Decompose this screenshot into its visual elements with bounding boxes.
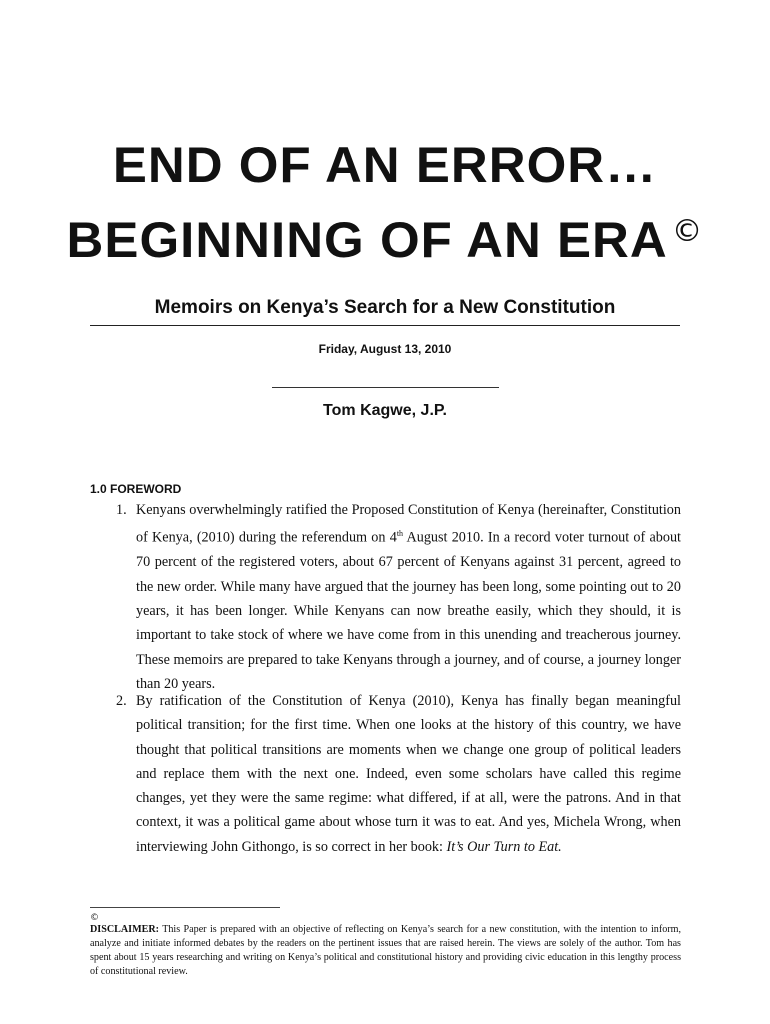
paragraph-number: 2.	[116, 693, 127, 709]
paragraph-text	[136, 689, 681, 859]
paragraph-1	[116, 498, 681, 696]
document-title-line-2	[0, 210, 770, 270]
title-line-2-text: BEGINNING OF AN ERA	[66, 212, 668, 268]
author-divider	[272, 387, 499, 388]
document-date: Friday, August 13, 2010	[318, 342, 452, 356]
copyright-mark: ©	[671, 214, 704, 249]
ordinal-superscript: th	[396, 529, 404, 539]
title-divider	[90, 325, 680, 326]
document-title-line-1: END OF AN ERROR…	[112, 137, 658, 193]
book-title: It’s Our Turn to Eat.	[446, 838, 562, 855]
paragraph-number: 1.	[116, 502, 127, 518]
footnote-mark: ©	[90, 913, 99, 923]
author-name: Tom Kagwe, J.P.	[323, 402, 447, 419]
paragraph-1-text-end: August 2010. In a record voter turnout of about 70 percent of the registered voters, about 67 percent of Kenyans against 31 percent, agreed to the new order. While many have argued that the journey has been long, some pointing out to 20 years, it has been longer. While Kenyans can now breathe easily, which they should, it is important to take stock of where we have come from in this unending and treacherous journey. These memoirs are prepared to take Kenyans through a journey, and of course, a journey longer than 20 years.	[136, 530, 681, 692]
footnote-text: This Paper is prepared with an objective of reflecting on Kenya’s search for a new constitution, with the intention to inform, analyze and initiate informed debates by the readers on the pertinent issues that are raised herein. The views are solely of the author. Tom has spent about 15 years researching and writing on Kenya’s political and constitutional history and providing civic education in this lengthy process of constitutional review.	[90, 924, 681, 978]
paragraph-2	[116, 689, 681, 859]
paragraph-2-text: By ratification of the Constitution of Kenya (2010), Kenya has finally began meaningful political transition; for the first time. When one looks at the history of this country, we have thought that political transitions are moments when we change one group of political leaders and replace them with the next one. Indeed, even some scholars have called this regime changes, yet they were the same regime: what differed, if at all, were the patrons. And in that context, it was a political game about whose turn it was to eat. And yes, Michela Wrong, when interviewing John Githongo, is so correct in her book:	[136, 693, 681, 855]
paragraph-1-text-start: Kenyans overwhelmingly ratified the Proposed Constitution of Kenya (hereinafter, Constitution of Kenya, (2010) during the referendum on 4	[136, 502, 681, 547]
footnote	[90, 913, 681, 979]
paragraph-text	[136, 498, 681, 696]
section-heading: 1.0 FOREWORD	[90, 482, 182, 496]
footnote-label: DISCLAIMER:	[90, 924, 159, 935]
document-subtitle: Memoirs on Kenya’s Search for a New Constitution	[154, 297, 616, 318]
footnote-divider	[90, 907, 280, 908]
